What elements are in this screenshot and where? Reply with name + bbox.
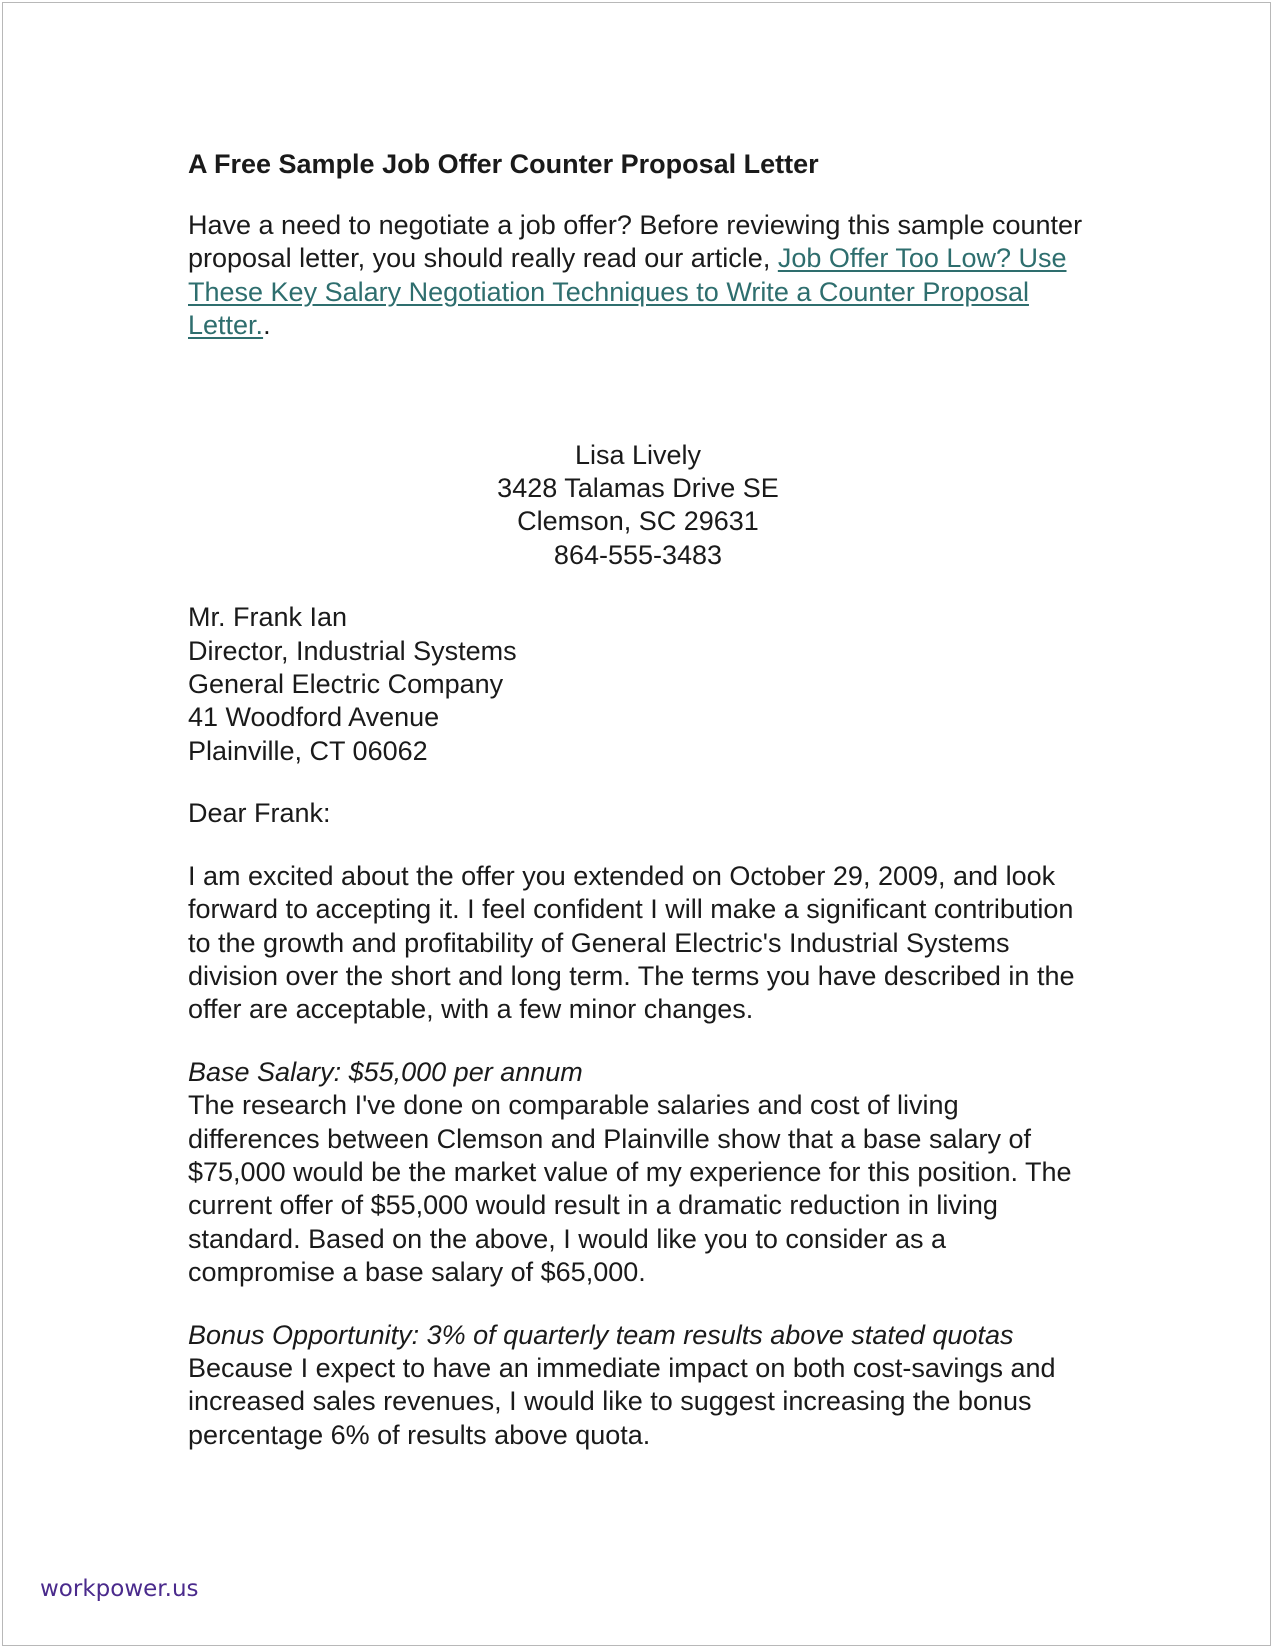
recipient-company: General Electric Company: [188, 669, 504, 700]
salutation: Dear Frank:: [188, 798, 331, 829]
intro-trailing-text: .: [263, 310, 271, 341]
term-heading: Bonus Opportunity: 3% of quarterly team results above stated quotas: [188, 1319, 1014, 1350]
site-watermark: workpower.us: [40, 1576, 199, 1602]
sender-address-block: [188, 439, 1088, 573]
intro-text: Have a need to negotiate a job offer? Before reviewing this sample counter proposal letter, you should really read our article,: [188, 210, 1083, 274]
term-text: Because I expect to have an immediate impact on both cost-savings and increased sales revenues, I would like to suggest increasing the bonus percentage 6% of results above quota.: [188, 1352, 1056, 1450]
opening-paragraph: I am excited about the offer you extended on October 29, 2009, and look forward to accepting it. I feel confident I will make a significant contribution to the growth and profitability of General Electric's Industrial Systems division over the short and long term. The terms you have described in the offer are acceptable, with a few minor changes.: [188, 860, 1075, 1025]
term-text: The research I've done on comparable salaries and cost of living differences between Clemson and Plainville show that a base salary of $75,000 would be the market value of my experience for this position. The current offer of $55,000 would result in a dramatic reduction in living standard. Based on the above, I would like you to consider as a compromise a base salary of $65,000.: [188, 1090, 1072, 1288]
sender-phone: 864-555-3483: [553, 539, 723, 570]
recipient-street: 41 Woodford Avenue: [188, 702, 440, 733]
recipient-title: Director, Industrial Systems: [188, 635, 517, 666]
recipient-address-block: [188, 601, 1088, 768]
term-heading: Base Salary: $55,000 per annum: [188, 1056, 583, 1087]
letter-document: [188, 148, 1088, 1481]
recipient-name: Mr. Frank Ian: [188, 602, 348, 633]
article-link[interactable]: Job Offer Too Low? Use These Key Salary Negotiation Techniques to Write a Counter Proposal Letter.: [188, 243, 1067, 341]
term-base-salary: [188, 1056, 1088, 1290]
page-title: A Free Sample Job Offer Counter Proposal Letter: [188, 149, 819, 179]
recipient-city-state-zip: Plainville, CT 06062: [188, 735, 428, 766]
term-bonus-opportunity: [188, 1319, 1088, 1453]
sender-street: 3428 Talamas Drive SE: [497, 473, 779, 504]
sender-city-state-zip: Clemson, SC 29631: [517, 506, 759, 537]
intro-paragraph: [188, 209, 1088, 343]
sender-name: Lisa Lively: [574, 439, 702, 470]
